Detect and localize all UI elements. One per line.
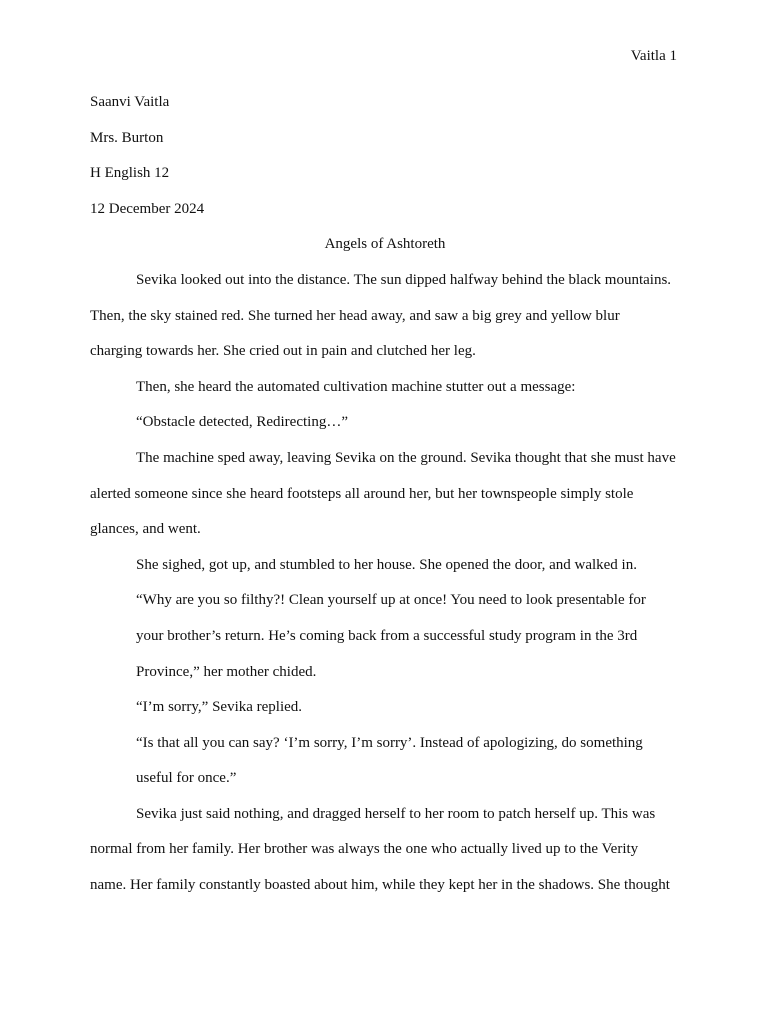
student-name: Saanvi Vaitla — [90, 94, 170, 110]
text-line: alerted someone since she heard footsteps all around her, but her townspeople simply stole — [90, 485, 634, 502]
text-line: The machine sped away, leaving Sevika on the ground. Sevika thought that she must have — [136, 449, 676, 466]
text-line: She sighed, got up, and stumbled to her house. She opened the door, and walked in. — [136, 556, 637, 573]
page-header: Vaitla 1 — [630, 48, 677, 64]
essay-date: 12 December 2024 — [90, 200, 205, 217]
text-line: Then, the sky stained red. She turned her head away, and saw a big grey and yellow blur — [90, 307, 620, 324]
text-line: charging towards her. She cried out in pain and clutched her leg. — [90, 343, 476, 360]
text-line: normal from her family. Her brother was always the one who actually lived up to the Verity — [90, 841, 639, 858]
text-line: “Why are you so filthy?! Clean yourself up at once! You need to look presentable for — [136, 592, 646, 609]
course-name: H English 12 — [90, 165, 170, 182]
text-line: glances, and went. — [90, 521, 201, 538]
text-line: Sevika looked out into the distance. The sun dipped halfway behind the black mountains. — [136, 271, 672, 288]
text-line: “Is that all you can say? ‘I’m sorry, I’m sorry’. Instead of apologizing, do something — [136, 734, 643, 751]
text-line: useful for once.” — [136, 770, 237, 787]
text-line: “I’m sorry,” Sevika replied. — [136, 699, 303, 716]
text-line: Province,” her mother chided. — [136, 663, 317, 680]
essay-body — [90, 92, 680, 911]
text-line: name. Her family constantly boasted about him, while they kept her in the shadows. She thought — [90, 877, 670, 894]
text-line: “Obstacle detected, Redirecting…” — [136, 414, 348, 431]
text-line: Then, she heard the automated cultivation machine stutter out a message: — [136, 378, 576, 395]
text-line: Sevika just said nothing, and dragged herself to her room to patch herself up. This was — [136, 805, 656, 822]
essay-title: Angels of Ashtoreth — [324, 236, 446, 253]
text-line: your brother’s return. He’s coming back from a successful study program in the 3rd — [136, 627, 638, 644]
teacher-name: Mrs. Burton — [90, 129, 164, 146]
